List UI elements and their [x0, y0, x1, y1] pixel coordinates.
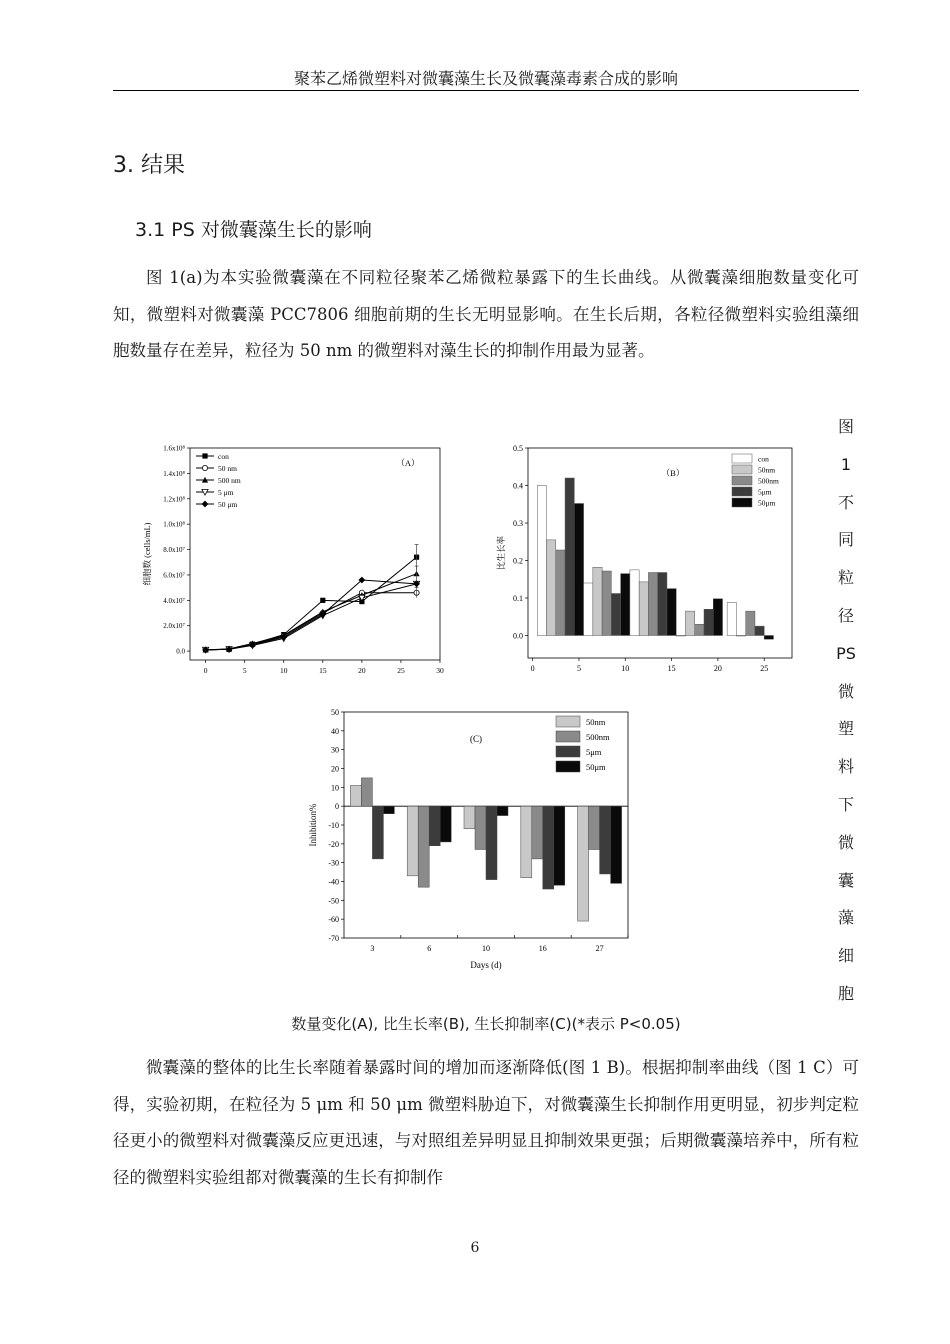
bar-con: [727, 603, 736, 636]
y-tick-label: 1.2x10⁸: [163, 495, 185, 504]
x-tick-label: 30: [436, 666, 444, 675]
y-tick-label: 1.4x10⁸: [163, 469, 185, 478]
y-tick-label: 0: [335, 802, 339, 812]
caption-char: 料: [837, 757, 854, 777]
bar-5μm: [755, 626, 764, 635]
caption-char: 塑: [837, 719, 854, 739]
bar-500nm: [361, 778, 372, 806]
legend-swatch: [556, 746, 580, 757]
legend-marker: [202, 501, 209, 508]
bar-con: [676, 636, 685, 637]
legend-label: 50μm: [586, 762, 606, 772]
legend-label: 50 μm: [218, 500, 238, 509]
bar-50μm: [713, 599, 722, 636]
x-tick-label: 0: [203, 666, 208, 675]
caption-char: PS: [836, 643, 856, 663]
y-tick-label: 0.2: [513, 556, 523, 566]
y-tick-label: 2.0x10⁷: [163, 622, 185, 631]
legend-swatch: [732, 476, 752, 485]
growth-curve-chart: [118, 438, 460, 700]
legend-label: 5μm: [586, 747, 602, 757]
paragraph-1: 图 1(a)为本实验微囊藻在不同粒径聚苯乙烯微粒暴露下的生长曲线。从微囊藻细胞数量变化可知，微塑料对微囊藻 PCC7806 细胞前期的生长无明显影响。在生长后期，各粒径微塑料实验组藻细胞数量存在差异，粒径为 50 nm 的微塑料对藻生长的抑制作用最为显著。: [113, 268, 859, 360]
legend-swatch: [556, 716, 580, 727]
x-tick-label: 5: [576, 664, 581, 673]
bar-500nm: [602, 571, 611, 636]
legend-label: 500nm: [758, 476, 779, 486]
bar-50μm: [497, 806, 508, 815]
y-tick-label: -30: [328, 858, 339, 868]
specific-growth-rate-chart: [490, 438, 810, 700]
bar-500nm: [475, 806, 486, 849]
legend-label: 50 nm: [218, 464, 237, 473]
y-tick-label: -40: [328, 877, 339, 887]
bar-50nm: [407, 806, 418, 876]
figure-caption: 数量变化(A), 比生长率(B), 生长抑制率(C)(*表示 P<0.05): [291, 1015, 681, 1033]
bar-50μm: [764, 636, 773, 640]
y-tick-label: -60: [328, 915, 339, 925]
y-tick-label: 6.0x10⁷: [163, 571, 185, 580]
bar-5μm: [372, 806, 383, 859]
x-tick-label: 0: [530, 664, 535, 673]
y-axis-label: 比生长率: [496, 535, 506, 571]
legend-swatch: [732, 465, 752, 474]
caption-char: 同: [837, 530, 854, 550]
series-line-con: [206, 557, 417, 650]
caption-char: 胞: [837, 983, 854, 1003]
bar-5μm: [486, 806, 497, 879]
caption-char: 藻: [837, 908, 854, 928]
y-tick-label: 30: [331, 745, 339, 755]
y-tick-label: 50: [331, 708, 339, 717]
x-tick-label: 16: [538, 944, 547, 953]
data-point: [320, 598, 325, 603]
y-tick-label: 0.3: [513, 519, 523, 528]
bar-5μm: [611, 594, 620, 636]
legend-label: 500nm: [586, 732, 610, 742]
bar-50μm: [554, 806, 565, 885]
y-tick-label: 8.0x10⁷: [163, 546, 185, 555]
bar-500nm: [695, 624, 704, 635]
caption-char: 粒: [837, 568, 854, 588]
bar-con: [630, 570, 639, 636]
bar-50nm: [736, 636, 745, 637]
y-tick-label: 0.1: [513, 594, 523, 603]
caption-char: 囊: [837, 870, 854, 890]
legend-label: 50μm: [758, 498, 776, 508]
bar-50μm: [440, 806, 451, 842]
caption-char: 细: [837, 946, 854, 966]
y-tick-label: 0.0: [513, 631, 523, 641]
caption-char: 微: [837, 681, 854, 701]
y-tick-label: 0.5: [513, 444, 523, 453]
x-tick-label: 20: [358, 666, 366, 675]
y-axis-label: Inhibition%: [308, 803, 318, 847]
legend-swatch: [732, 454, 752, 463]
y-tick-label: 4.0x10⁷: [163, 596, 185, 605]
caption-char: 图: [837, 417, 854, 436]
x-tick-label: 15: [667, 664, 676, 673]
bar-50nm: [685, 611, 694, 635]
subsection-heading: 3.1 PS 对微囊藻生长的影响: [135, 219, 372, 241]
bar-50nm: [350, 785, 361, 806]
bar-500nm: [746, 611, 755, 635]
y-tick-label: 1.0x10⁸: [163, 520, 185, 529]
y-tick-label: 0.0: [176, 647, 185, 656]
section-heading: 3. 结果: [113, 153, 185, 178]
series-line-5-μm: [206, 584, 417, 650]
bar-50nm: [593, 567, 602, 635]
bar-500nm: [532, 806, 543, 859]
page-number: 6: [470, 1240, 480, 1256]
x-tick-label: 5: [242, 666, 247, 675]
y-tick-label: -70: [328, 934, 339, 943]
panel-label: (C): [470, 734, 482, 744]
bar-50nm: [578, 806, 589, 921]
x-tick-label: 20: [713, 664, 722, 673]
y-tick-label: -50: [328, 896, 339, 906]
bar-500nm: [648, 573, 657, 636]
bar-5μm: [429, 806, 440, 846]
bar-50μm: [611, 806, 622, 883]
x-tick-label: 25: [397, 666, 405, 675]
paragraph-2: 微囊藻的整体的比生长率随着暴露时间的增加而逐渐降低(图 1 B)。根据抑制率曲线（图 1 C）可得，实验初期，在粒径为 5 μm 和 50 μm 微塑料胁迫下，对微囊藻生长抑制作用更明显，初步判定粒径更小的微塑料对微囊藻反应更迅速，与对照组差异明显且抑制效果更强；后期微囊藻培养中，所有粒径的微塑料实验组都对微囊藻的生长有抑制作: [113, 1058, 859, 1187]
series-line-500-nm: [206, 574, 417, 650]
bar-con: [537, 486, 546, 636]
y-tick-label: 0.4: [513, 481, 523, 491]
legend-label: 5 μm: [218, 488, 234, 497]
y-tick-label: -20: [328, 839, 339, 849]
legend-label: 5μm: [758, 487, 772, 497]
legend-swatch: [732, 498, 752, 507]
bar-500nm: [418, 806, 429, 887]
legend-label: 50nm: [758, 465, 776, 475]
legend-label: 500 nm: [218, 476, 241, 485]
x-tick-label: 15: [319, 666, 327, 675]
bar-50nm: [521, 806, 532, 878]
caption-char: 微: [837, 832, 854, 852]
panel-label: （A）: [396, 458, 420, 468]
x-axis-label: Days (d): [470, 960, 502, 970]
bar-50μm: [574, 504, 583, 636]
x-tick-label: 27: [595, 944, 604, 953]
bar-5μm: [543, 806, 554, 889]
legend-label: con: [758, 454, 769, 464]
y-axis-label: 细胞数 (cells/mL): [142, 522, 152, 586]
y-tick-label: 20: [331, 764, 339, 774]
legend-label: con: [218, 452, 229, 461]
series-line-50-μm: [206, 580, 417, 650]
caption-char: 不: [837, 492, 854, 512]
caption-char: 下: [837, 794, 854, 814]
x-tick-label: 3: [370, 944, 375, 953]
legend-swatch: [556, 731, 580, 742]
bar-500nm: [589, 806, 600, 849]
legend-marker: [202, 465, 207, 470]
y-tick-label: 40: [331, 726, 339, 736]
x-tick-label: 10: [482, 944, 490, 953]
bar-50μm: [621, 574, 630, 636]
bar-50nm: [464, 806, 475, 829]
running-header: 聚苯乙烯微塑料对微囊藻生长及微囊藻毒素合成的影响: [113, 66, 859, 91]
bar-5μm: [565, 478, 574, 636]
y-tick-label: 10: [331, 783, 339, 793]
x-tick-label: 10: [621, 664, 630, 673]
bar-50nm: [639, 582, 648, 636]
bar-5μm: [704, 609, 713, 635]
caption-char: 1: [840, 454, 852, 474]
bar-con: [584, 583, 593, 636]
x-tick-label: 10: [280, 666, 288, 675]
legend-swatch: [732, 487, 752, 496]
legend-label: 50nm: [586, 717, 606, 727]
x-tick-label: 25: [760, 664, 769, 673]
bar-50μm: [667, 589, 676, 636]
bar-500nm: [556, 550, 565, 636]
panel-label: （B）: [661, 468, 685, 478]
bar-50μm: [383, 806, 394, 814]
caption-char: 径: [837, 605, 854, 625]
y-tick-label: 1.6x10⁸: [163, 444, 185, 453]
x-tick-label: 6: [427, 944, 432, 953]
legend-swatch: [556, 761, 580, 772]
y-tick-label: -10: [328, 821, 339, 830]
bar-5μm: [600, 806, 611, 874]
figure-caption-vertical: [832, 408, 860, 1013]
bar-5μm: [658, 573, 667, 636]
legend-marker: [202, 453, 207, 458]
bar-50nm: [547, 540, 556, 636]
inhibition-rate-chart: [300, 702, 640, 980]
